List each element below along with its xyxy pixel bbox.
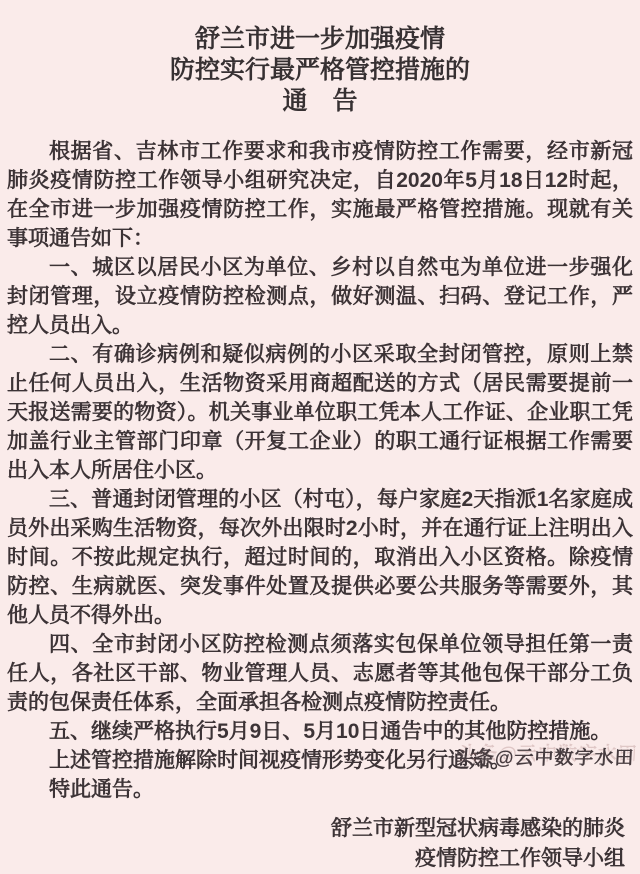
notice-paragraph-item-2: 二、有确诊病例和疑似病例的小区采取全封闭管控，原则上禁止任何人员出入，生活物资采用商超配送的方式（居民需要提前一天报送需要的物资）。机关事业单位职工凭本人工作证、企业职工凭加盖行业主管部门印章（开复工企业）的职工通行证根据工作需要出入本人所居住小区。 — [7, 343, 633, 482]
notice-paragraph-closing: 特此通告。 — [49, 778, 154, 801]
signature-block — [7, 814, 633, 874]
notice-title-line-1: 舒兰市进一步加强疫情 — [194, 25, 445, 53]
notice-paragraph-release-note: 上述管控措施解除时间视疫情形势变化另行通知。 — [49, 749, 511, 772]
notice-title — [7, 24, 633, 117]
signature-line-1: 舒兰市新型冠状病毒感染的肺炎 — [331, 817, 625, 840]
notice-paragraph-item-4: 四、全市封闭小区防控检测点须落实包保单位领导担任第一责任人，各社区干部、物业管理人员、志愿者等其他包保干部分工负责的包保责任体系，全面承担各检测点疫情防控责任。 — [7, 633, 633, 714]
notice-title-line-2: 防控实行最严格管控措施的 — [169, 56, 470, 84]
notice-title-line-3: 通 告 — [282, 87, 358, 115]
watermark-text: 头条@云中数字水田 — [454, 748, 636, 769]
notice-paragraph-item-5: 五、继续严格执行5月9日、5月10日通告中的其他防控措施。 — [49, 720, 612, 743]
signature-line-2: 疫情防控工作领导小组 — [415, 847, 625, 870]
notice-paragraph-item-1: 一、城区以居民小区为单位、乡村以自然屯为单位进一步强化封闭管理，设立疫情防控检测点，做好测温、扫码、登记工作，严控人员出入。 — [7, 256, 633, 337]
notice-body — [7, 137, 633, 804]
notice-paragraph-intro: 根据省、吉林市工作要求和我市疫情防控工作需要，经市新冠肺炎疫情防控工作领导小组研究决定，自2020年5月18日12时起，在全市进一步加强疫情防控工作，实施最严格管控措施。现就有关事项通告如下： — [7, 140, 633, 250]
notice-paragraph-item-3: 三、普通封闭管理的小区（村屯），每户家庭2天指派1名家庭成员外出采购生活物资，每次外出限时2小时，并在通行证上注明出入时间。不按此规定执行，超过时间的，取消出入小区资格。除疫情防控、生病就医、突发事件处置及提供必要公共服务等需要外，其他人员不得外出。 — [7, 488, 633, 627]
